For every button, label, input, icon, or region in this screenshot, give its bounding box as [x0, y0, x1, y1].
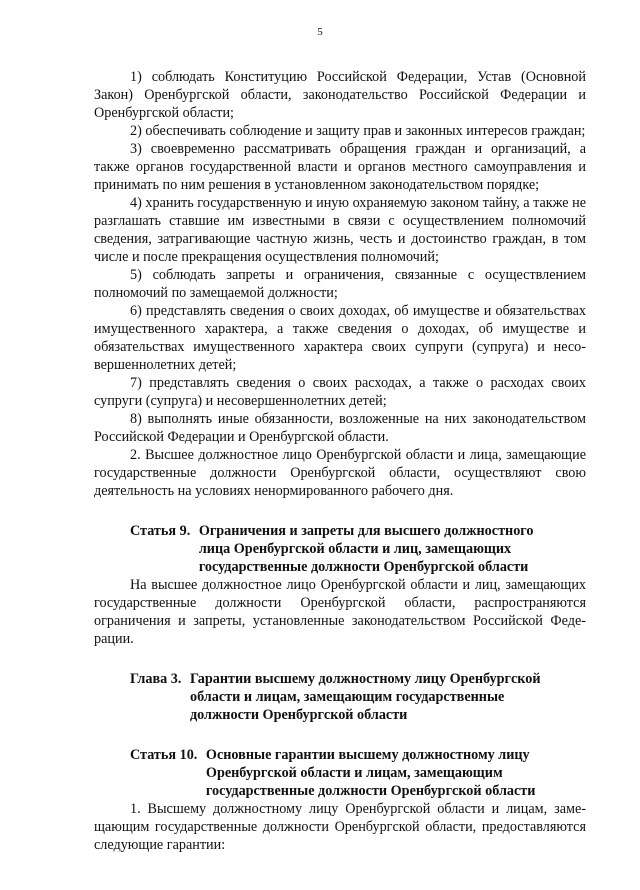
- paragraph-item-6: 6) представлять сведения о своих доходах, об имуществе и обязательствах имущественного характера, а также сведения о доходах, об имуществе и обязательствах имущественного характера своих супруги (супруга) и несовершеннолетних детей;: [94, 303, 586, 373]
- article-9-label: Статья 9.: [130, 523, 191, 539]
- article-10-text: 1. Высшему должностному лицу Оренбургской области и лицам, замещающим государственные должности Оренбургской области, предоставляются следующие гарантии:: [94, 801, 586, 853]
- article-10-title: Основные гарантии высшему должностному лицу Оренбургской области и лицам, замещающим государственные должности Оренбургской области: [205, 747, 536, 799]
- article-10-label: Статья 10.: [130, 747, 198, 763]
- chapter-3-title: Гарантии высшему должностному лицу Оренбургской области и лицам, замещающим государственные должности Оренбургской области: [189, 671, 541, 723]
- article-10-heading: [94, 746, 586, 800]
- article-9-text: На высшее должностное лицо Оренбургской области и лиц, замещающих государственные должности Оренбургской области, распространяются ограничения и запреты, установленные законодательством Российской Федерации.: [94, 577, 586, 647]
- paragraph-item-5: 5) соблюдать запреты и ограничения, связанные с осуществлением полномочий по замещаемой должности;: [94, 267, 586, 301]
- paragraph-item-8: 8) выполнять иные обязанности, возложенные на них законодательством Российской Федерации и Оренбургской области.: [94, 411, 586, 445]
- chapter-3-label: Глава 3.: [130, 671, 182, 687]
- page-number: 5: [317, 26, 323, 38]
- document-body: [94, 68, 586, 854]
- article-9-title: Ограничения и запреты для высшего должностного лица Оренбургской области и лиц, замещающих государственные должности Оренбургской области: [198, 523, 534, 575]
- paragraph-clause-2: 2. Высшее должностное лицо Оренбургской области и лица, замещающие государственные должности Оренбургской области, осуществляют свою деятельность на условиях ненормированного рабочего дня.: [94, 447, 586, 499]
- chapter-3-heading: [94, 670, 586, 724]
- paragraph-item-3: 3) своевременно рассматривать обращения граждан и организаций, а также органов государственной власти и органов местного самоуправления и принимать по ним решения в установленном законодательством порядке;: [94, 141, 586, 193]
- paragraph-item-2: 2) обеспечивать соблюдение и защиту прав и законных интересов граждан;: [130, 123, 586, 139]
- article-9-heading: [94, 522, 586, 576]
- paragraph-item-4: 4) хранить государственную и иную охраняемую законом тайну, а также не разглашать ставшие им известными в связи с осуществлением полномочий сведения, затрагивающие частную жизнь, честь и достоинство граждан, в том числе и после прекращения осуществления полномочий;: [94, 195, 586, 265]
- paragraph-item-7: 7) представлять сведения о своих расходах, а также о расходах своих супруги (супруга) и несовершеннолетних детей;: [94, 375, 586, 409]
- paragraph-item-1: 1) соблюдать Конституцию Российской Федерации, Устав (Основной Закон) Оренбургской области, законодательство Российской Федерации и Оренбургской области;: [94, 69, 586, 121]
